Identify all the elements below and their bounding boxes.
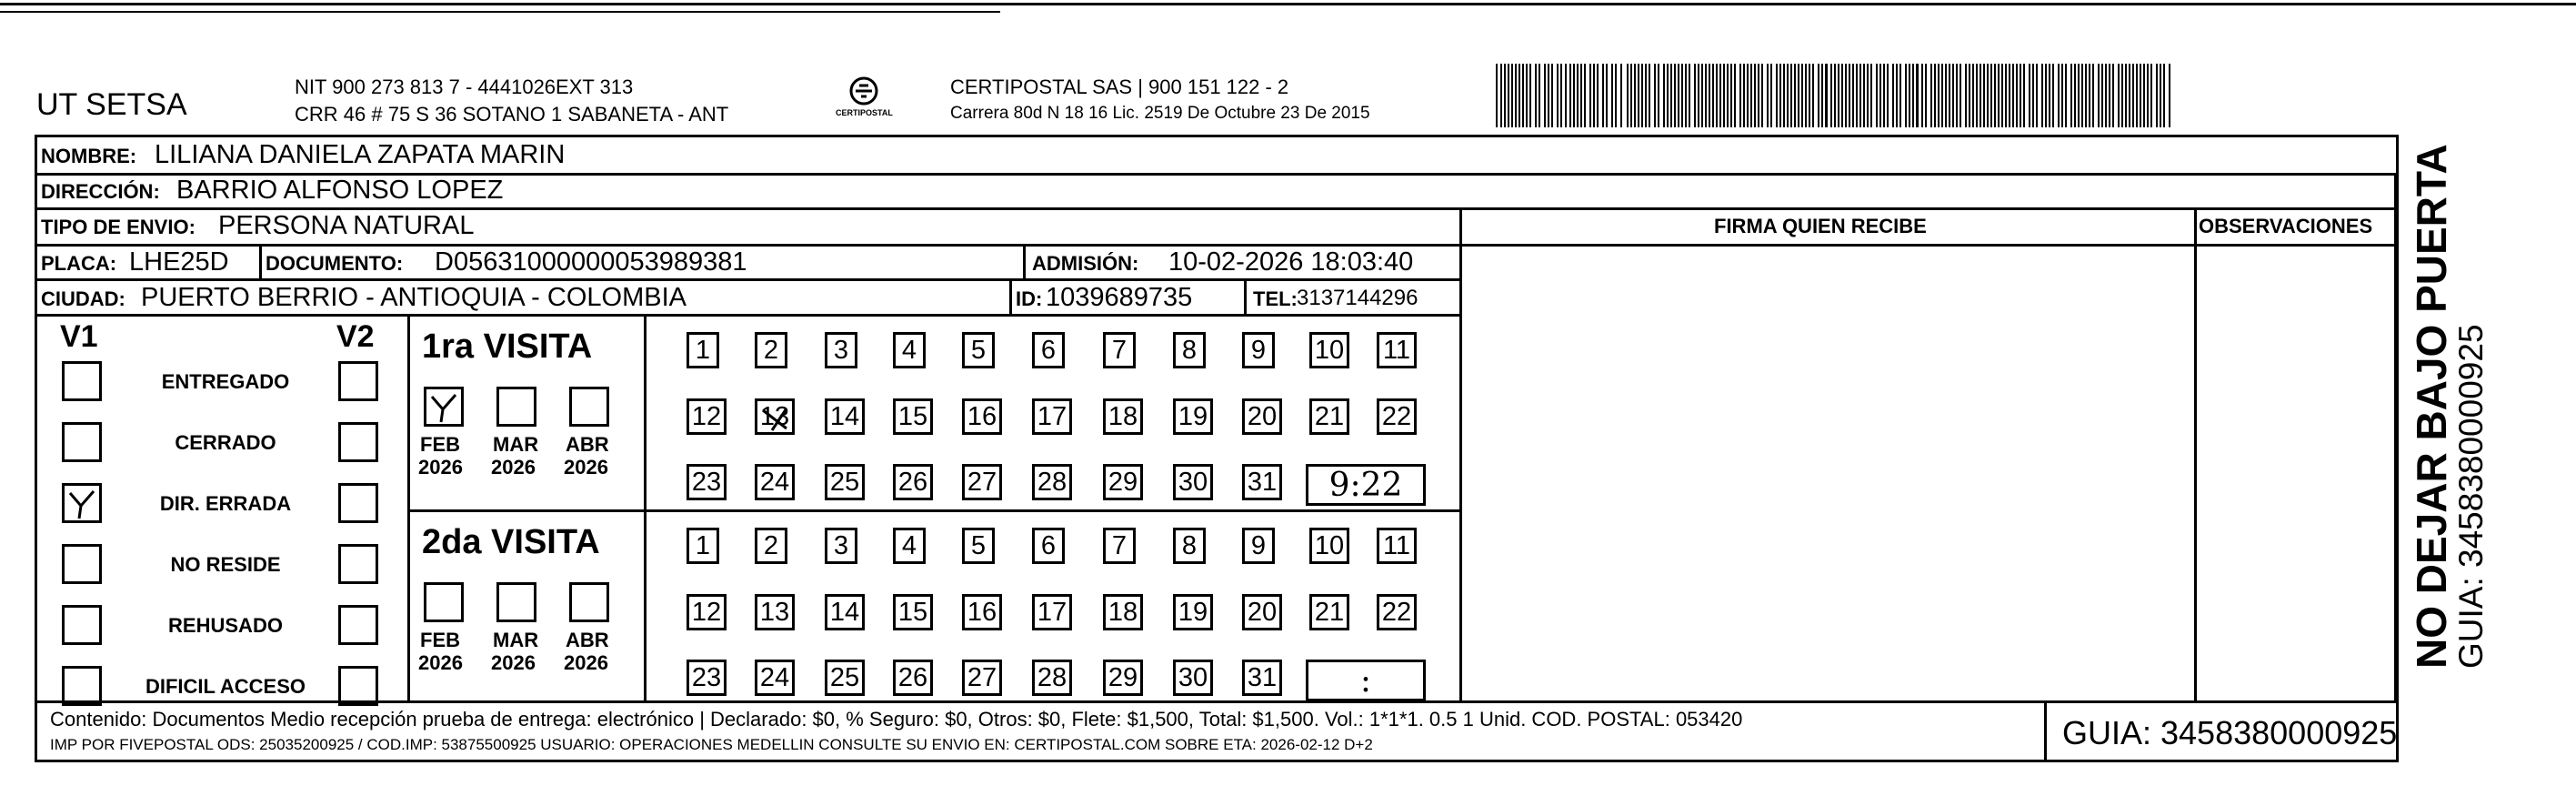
status-label: NO RESIDE [170, 553, 281, 576]
day-number: 12 [691, 597, 722, 627]
day-box[interactable] [1173, 528, 1206, 564]
day-number: 10 [1314, 530, 1345, 560]
day-box[interactable] [1032, 464, 1072, 500]
day-number: 28 [1037, 662, 1067, 692]
firma-label: FIRMA QUIEN RECIBE [1714, 215, 1927, 237]
observaciones-label: OBSERVACIONES [2199, 215, 2373, 237]
carrier-line-2: Carrera 80d N 18 16 Lic. 2519 De Octubre 23 De 2015 [950, 104, 1370, 123]
tel-label: TEL: [1253, 287, 1298, 310]
day-box[interactable] [755, 332, 787, 368]
day-number: 18 [1108, 597, 1138, 627]
day-number: 31 [1247, 662, 1278, 692]
month-label: ABR [566, 629, 609, 651]
year-label: 2026 [564, 651, 608, 674]
day-number: 23 [691, 467, 722, 497]
direccion-value: BARRIO ALFONSO LOPEZ [176, 176, 504, 205]
day-number: 31 [1247, 467, 1278, 497]
day-number: 14 [829, 597, 860, 627]
day-number: 2 [763, 335, 779, 365]
ciudad-label: CIUDAD: [41, 287, 125, 310]
col-line [2394, 173, 2397, 700]
day-box[interactable] [1242, 398, 1282, 435]
day-number: 9 [1250, 335, 1267, 365]
col-line [407, 314, 410, 703]
day-number: 5 [970, 335, 987, 365]
tel-value: 3137144296 [1297, 286, 1418, 310]
day-box[interactable] [1377, 332, 1417, 368]
company-name: UT SETSA [36, 87, 187, 122]
day-number: 14 [829, 401, 860, 431]
day-box[interactable] [893, 464, 933, 500]
day-number: 2 [763, 530, 779, 560]
footer-imp: IMP POR FIVEPOSTAL ODS: 25035200925 / COD.IMP: 53875500925 USUARIO: OPERACIONES MEDELLIN CONSULTE SU ENVIO EN: CERTIPOSTAL.COM SOBRE ETA: 2026-02-12 D+2 [50, 736, 1373, 753]
day-box[interactable] [687, 332, 719, 368]
day-box[interactable] [1173, 332, 1206, 368]
side-guia: GUIA: 3458380000925 [2452, 324, 2490, 669]
ciudad-value: PUERTO BERRIO - ANTIOQUIA - COLOMBIA [141, 283, 687, 312]
v2-checkbox[interactable] [338, 666, 378, 706]
day-box[interactable] [1032, 332, 1065, 368]
cross-mark-icon [759, 403, 796, 441]
visit-title: 2da VISITA [422, 523, 600, 561]
day-number: 16 [967, 597, 997, 627]
day-box[interactable] [962, 398, 1002, 435]
day-number: 25 [829, 662, 860, 692]
nombre-label: NOMBRE: [41, 145, 137, 167]
day-number: 30 [1178, 467, 1208, 497]
v2-checkbox[interactable] [338, 544, 378, 584]
day-box[interactable] [1309, 398, 1349, 435]
day-number: 6 [1040, 530, 1057, 560]
day-box[interactable] [687, 398, 727, 435]
day-number: 20 [1247, 597, 1278, 627]
day-number: 12 [691, 401, 722, 431]
col-line [1459, 207, 1462, 703]
col-line [644, 314, 647, 703]
carrier-line-1: CERTIPOSTAL SAS | 900 151 122 - 2 [950, 76, 1289, 98]
day-number: 24 [759, 467, 790, 497]
v2-checkbox[interactable] [338, 422, 378, 462]
row-line [407, 509, 1462, 512]
day-box[interactable] [1103, 594, 1143, 630]
year-label: 2026 [418, 651, 463, 674]
day-number: 21 [1314, 597, 1345, 627]
day-box[interactable] [825, 594, 865, 630]
day-box[interactable] [1173, 594, 1213, 630]
month-label: FEB [420, 629, 460, 651]
day-box[interactable] [962, 464, 1002, 500]
col-line [2194, 207, 2197, 703]
documento-label: DOCUMENTO: [266, 252, 404, 275]
day-box[interactable] [687, 594, 727, 630]
col-line [259, 244, 262, 280]
tipo-envio-value: PERSONA NATURAL [218, 211, 475, 240]
col-line [1023, 244, 1026, 280]
day-box[interactable] [755, 594, 795, 630]
day-box[interactable] [1032, 594, 1072, 630]
day-box[interactable] [825, 528, 857, 564]
admision-value: 10-02-2026 18:03:40 [1168, 247, 1414, 277]
day-number: 13 [759, 401, 790, 431]
day-number: 4 [901, 335, 917, 365]
day-number: 17 [1037, 401, 1067, 431]
day-box[interactable] [1377, 398, 1417, 435]
day-box[interactable] [1242, 464, 1282, 500]
day-number: 4 [901, 530, 917, 560]
direccion-label: DIRECCIÓN: [41, 180, 160, 203]
side-warning: NO DEJAR BAJO PUERTA [2408, 144, 2455, 669]
v1-checkbox[interactable] [62, 605, 102, 645]
day-number: 8 [1181, 335, 1198, 365]
nombre-value: LILIANA DANIELA ZAPATA MARIN [155, 140, 566, 169]
day-number: 3 [833, 530, 849, 560]
v1-checkbox[interactable] [62, 483, 102, 523]
day-box[interactable] [687, 464, 727, 500]
month-checkbox[interactable] [424, 582, 464, 622]
day-number: 22 [1381, 401, 1412, 431]
day-box[interactable] [825, 464, 865, 500]
day-number: 27 [967, 662, 997, 692]
status-label: CERRADO [175, 431, 276, 454]
placa-label: PLACA: [41, 252, 117, 275]
day-number: 11 [1382, 335, 1411, 365]
check-mark-icon [426, 389, 461, 424]
certipostal-logo [832, 71, 896, 126]
month-label: MAR [493, 629, 539, 651]
day-number: 23 [691, 662, 722, 692]
day-box[interactable] [1103, 398, 1143, 435]
month-label: FEB [420, 433, 460, 456]
day-number: 27 [967, 467, 997, 497]
id-value: 1039689735 [1046, 283, 1193, 312]
day-number: 7 [1111, 335, 1128, 365]
day-box[interactable] [893, 398, 933, 435]
v2-heading: V2 [336, 319, 375, 354]
logo-text: CERTIPOSTAL [836, 108, 893, 117]
day-box[interactable] [1242, 332, 1275, 368]
day-box[interactable] [1032, 528, 1065, 564]
day-box[interactable] [1242, 660, 1282, 696]
day-box[interactable] [1032, 660, 1072, 696]
barcode [1496, 64, 2173, 127]
day-number: 15 [897, 597, 928, 627]
day-box[interactable] [962, 332, 995, 368]
day-number: 1 [695, 530, 711, 560]
row-line [35, 207, 2399, 210]
footer-guia: GUIA: 3458380000925 [2062, 714, 2398, 751]
v1-checkbox[interactable] [62, 422, 102, 462]
row-line [35, 244, 2399, 247]
day-number: 26 [897, 467, 928, 497]
month-checkbox[interactable] [496, 387, 536, 427]
day-box[interactable] [825, 332, 857, 368]
v1-checkbox[interactable] [62, 666, 102, 706]
nit-line-1: NIT 900 273 813 7 - 4441026EXT 313 [295, 76, 634, 98]
status-label: ENTREGADO [161, 370, 290, 393]
day-box[interactable] [1032, 398, 1072, 435]
day-number: 16 [967, 401, 997, 431]
v2-checkbox[interactable] [338, 361, 378, 401]
day-number: 30 [1178, 662, 1208, 692]
day-number: 19 [1178, 597, 1208, 627]
col-line [1009, 278, 1012, 315]
day-number: 9 [1250, 530, 1267, 560]
day-box[interactable] [1103, 528, 1136, 564]
day-number: 3 [833, 335, 849, 365]
day-box[interactable] [755, 660, 795, 696]
day-number: 13 [759, 597, 790, 627]
col-line [2044, 700, 2047, 760]
side-text [2410, 144, 2490, 669]
day-number: 20 [1247, 401, 1278, 431]
day-box[interactable] [1377, 528, 1417, 564]
day-box[interactable] [962, 528, 995, 564]
footer-contenido: Contenido: Documentos Medio recepción prueba de entrega: electrónico | Declarado: $0, % Seguro: $0, Otros: $0, Flete: $1,500, Total: $1,500. Vol.: 1*1*1. 0.5 1 Unid. COD. POSTAL: 053420 [50, 708, 1743, 730]
day-box[interactable] [1309, 528, 1349, 564]
day-box[interactable] [825, 660, 865, 696]
day-number: 24 [759, 662, 790, 692]
row-line [35, 314, 1462, 317]
check-mark-icon [65, 486, 99, 520]
top-border-line-2 [0, 11, 1000, 13]
placa-value: LHE25D [129, 247, 229, 277]
year-label: 2026 [564, 456, 608, 479]
day-number: 25 [829, 467, 860, 497]
v2-checkbox[interactable] [338, 605, 378, 645]
day-number: 29 [1108, 467, 1138, 497]
row-line [35, 278, 1462, 281]
day-number: 22 [1381, 597, 1412, 627]
admision-label: ADMISIÓN: [1032, 252, 1139, 275]
month-checkbox[interactable] [424, 387, 464, 427]
day-box[interactable] [687, 528, 719, 564]
col-line [1244, 278, 1247, 315]
year-label: 2026 [491, 651, 536, 674]
day-box[interactable] [1173, 660, 1213, 696]
nit-line-2: CRR 46 # 75 S 36 SOTANO 1 SABANETA - ANT [295, 103, 729, 126]
day-box[interactable] [893, 528, 926, 564]
day-number: 11 [1382, 530, 1411, 560]
id-label: ID: [1016, 287, 1043, 310]
status-label: DIFICIL ACCESO [145, 675, 306, 698]
day-box[interactable] [893, 594, 933, 630]
day-box[interactable] [1103, 464, 1143, 500]
day-box[interactable] [755, 398, 795, 435]
day-box[interactable] [1242, 528, 1275, 564]
day-box[interactable] [755, 528, 787, 564]
day-number: 5 [970, 530, 987, 560]
top-border-line [0, 3, 2576, 5]
day-number: 18 [1108, 401, 1138, 431]
day-box[interactable] [1103, 332, 1136, 368]
v1-checkbox[interactable] [62, 544, 102, 584]
v1-heading: V1 [60, 319, 98, 354]
day-number: 26 [897, 662, 928, 692]
time-box[interactable]: : [1306, 660, 1426, 701]
day-box[interactable] [825, 398, 865, 435]
tipo-envio-label: TIPO DE ENVIO: [41, 216, 195, 238]
day-number: 8 [1181, 530, 1198, 560]
day-box[interactable] [893, 332, 926, 368]
year-label: 2026 [491, 456, 536, 479]
day-box[interactable] [1309, 332, 1349, 368]
month-checkbox[interactable] [496, 582, 536, 622]
day-box[interactable] [1173, 464, 1213, 500]
day-number: 28 [1037, 467, 1067, 497]
day-number: 19 [1178, 401, 1208, 431]
day-box[interactable] [1242, 594, 1282, 630]
month-label: ABR [566, 433, 609, 456]
documento-value: D05631000000053989381 [435, 247, 747, 277]
visit-title: 1ra VISITA [422, 327, 593, 366]
month-label: MAR [493, 433, 539, 456]
day-number: 7 [1111, 530, 1128, 560]
status-label: REHUSADO [168, 614, 283, 637]
day-box[interactable] [962, 660, 1002, 696]
day-number: 29 [1108, 662, 1138, 692]
month-checkbox[interactable] [569, 582, 609, 622]
day-number: 1 [695, 335, 711, 365]
v2-checkbox[interactable] [338, 483, 378, 523]
year-label: 2026 [418, 456, 463, 479]
time-box[interactable]: 9:22 [1306, 464, 1426, 506]
day-box[interactable] [893, 660, 933, 696]
day-number: 21 [1314, 401, 1345, 431]
day-box[interactable] [1103, 660, 1143, 696]
day-box[interactable] [1309, 594, 1349, 630]
day-box[interactable] [962, 594, 1002, 630]
status-label: DIR. ERRADA [159, 492, 292, 515]
month-checkbox[interactable] [569, 387, 609, 427]
day-box[interactable] [755, 464, 795, 500]
day-number: 10 [1314, 335, 1345, 365]
day-box[interactable] [1173, 398, 1213, 435]
v1-checkbox[interactable] [62, 361, 102, 401]
day-number: 15 [897, 401, 928, 431]
day-number: 17 [1037, 597, 1067, 627]
day-number: 6 [1040, 335, 1057, 365]
day-box[interactable] [1377, 594, 1417, 630]
day-box[interactable] [687, 660, 727, 696]
